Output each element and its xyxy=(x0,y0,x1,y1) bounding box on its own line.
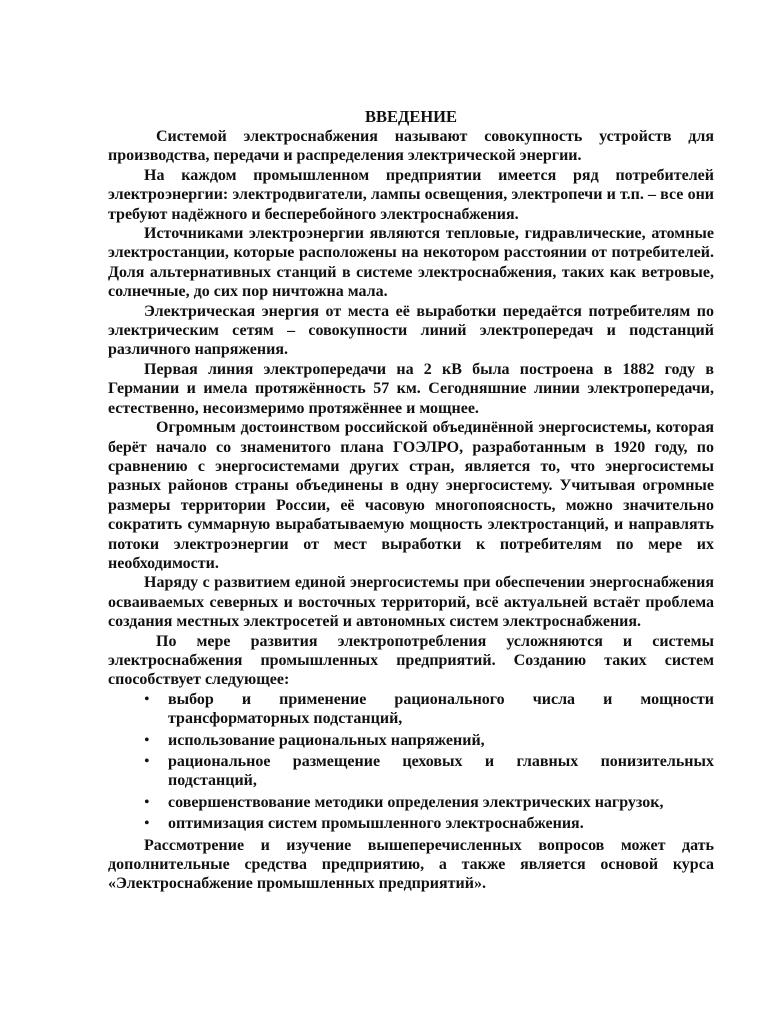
paragraph-5: Первая линия электропередачи на 2 кВ была построена в 1882 году в Германии и имела протяжённость 57 км. Сегодняшние линии электропередачи, естественно, несоизмеримо протяжённее и мощнее. xyxy=(108,360,714,417)
paragraph-3: Источниками электроэнергии являются тепловые, гидравлические, атомные электростанции, которые расположены на некотором расстоянии от потребителей. Доля альтернативных станций в системе электроснабжения, таких как ветровые, солнечные, до сих пор ничтожна мала. xyxy=(108,225,714,301)
bullet-icon: • xyxy=(144,690,150,708)
bullet-icon: • xyxy=(144,753,150,770)
bullet-icon: • xyxy=(144,815,150,833)
list-item xyxy=(108,690,714,729)
list-item xyxy=(108,752,714,791)
list-item-text: выбор и применение рационального числа и мощности трансформаторных подстанций, xyxy=(168,690,714,728)
paragraph-6: Огромным достоинством российской объединённой энергосистемы, которая берёт начало со знаменитого плана ГОЭЛРО, разработанным в 1920 году, по сравнению с энергосистемами других стран, является то, что энергосистемы разных районов страны объединены в одну энергосистему. Учитывая огромные размеры территории России, её часовую многопоясность, можно значительно сократить суммарную вырабатываемую мощность электростанций, и направлять потоки электроэнергии от мест выработки к потребителям по мере их необходимости. xyxy=(108,419,714,572)
list-item xyxy=(108,814,714,833)
paragraph-closing: Рассмотрение и изучение вышеперечисленных вопросов может дать дополнительные средства предприятию, а также является основой курса «Электроснабжение промышленных предприятий». xyxy=(108,836,714,893)
page-title: ВВЕДЕНИЕ xyxy=(364,107,458,126)
paragraph-1: Системой электроснабжения называют совокупность устройств для производства, передачи и распределения электрической энергии. xyxy=(108,128,714,165)
bullet-icon: • xyxy=(144,793,150,811)
paragraph-4: Электрическая энергия от места её выработки передаётся потребителям по электрическим сетям – совокупности линий электропередач и подстанций различного напряжения. xyxy=(108,302,714,359)
list-item-text: оптимизация систем промышленного электроснабжения. xyxy=(168,815,584,833)
list-item-text: рациональное размещение цеховых и главных понизительных подстанций, xyxy=(168,753,714,790)
paragraph-2: На каждом промышленном предприятии имеется ряд потребителей электроэнергии: электродвигатели, лампы освещения, электропечи и т.п. – все они требуют надёжного и бесперебойного электроснабжения. xyxy=(108,166,714,223)
list-item-text: использование рациональных напряжений, xyxy=(168,731,485,749)
paragraph-8: По мере развития электропотребления усложняются и системы электроснабжения промышленных предприятий. Созданию таких систем способствует следующее: xyxy=(108,632,714,689)
list-item-text: совершенствование методики определения электрических нагрузок, xyxy=(168,793,664,811)
bullet-icon: • xyxy=(144,731,150,749)
document-body xyxy=(108,107,714,894)
list-item xyxy=(108,731,714,750)
list-item xyxy=(108,793,714,812)
paragraph-7: Наряду с развитием единой энергосистемы при обеспечении энергоснабжения осваиваемых северных и восточных территорий, всё актуальней встаёт проблема создания местных электросетей и автономных систем электроснабжения. xyxy=(108,574,714,631)
bullet-list xyxy=(108,690,714,834)
